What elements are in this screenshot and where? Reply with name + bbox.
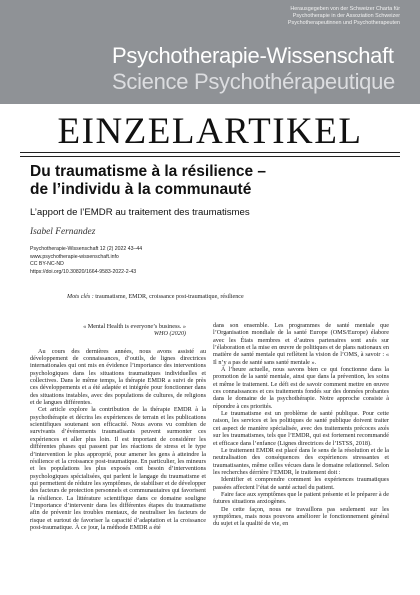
- website-link[interactable]: www.psychotherapie-wissenschaft.info: [30, 253, 119, 260]
- banner-rule-top: [20, 152, 400, 153]
- epigraph-text: « Mental Health is everyone’s business. »: [83, 323, 186, 330]
- body-paragraph: Au cours des dernières années, nous avons assisté au développement de connaissances, d’outils, de lignes directrices internationales qui ont mis en évidence l’importance des interventions psychologiques dans les situations traumatiques individuelles et collectives. Dans le même temps, la thérapie EMDR a suivi de près ces développements et a été adaptée et intégrée pour fonctionner dans des situations instables, avec des populations de cultures, de religions et de langues différentes.: [30, 347, 206, 407]
- publisher-note: [260, 6, 400, 28]
- body-paragraph: À l’heure actuelle, nous savons bien ce qui fonctionne dans la promotion de la santé mentale, ainsi que dans la prévention, les soins et même le traitement. Le défi est de savoir comment mettre en œuvre ces connaissances et ces traitements fondés sur des données probantes dans le domaine de la psychothérapie. Notre approche consiste à répondre à ces priorités.: [213, 366, 389, 410]
- body-paragraph: Le traumatisme est un problème de santé publique. Pour cette raison, les services et les politiques de santé publique doivent traiter cet aspect de manière spécialisée, avec des traitements précoces axés sur les traumatismes, tels que l’EMDR, qui est fortement recommandé et efficace dans l’enfance (Lignes directrices de l’ISTSS, 2018).: [213, 410, 389, 447]
- publisher-line: Psychotherapie in der Assoziation Schweizer: [292, 13, 400, 20]
- article-title-line: de l’individu à la communauté: [30, 181, 252, 198]
- body-paragraph: De cette façon, nous ne travaillons pas seulement sur les symptômes, mais nous pouvons améliorer le fonctionnement général du sujet et la qualité de vie, en: [213, 505, 389, 528]
- keywords-label: Mots clés :: [67, 294, 94, 300]
- doi-link[interactable]: https://doi.org/10.30820/1664-9583-2022-2-43: [30, 268, 137, 275]
- body-column-left: [30, 323, 206, 531]
- article-type-banner: EINZELARTIKEL: [57, 111, 363, 152]
- article-metadata: [30, 246, 142, 276]
- journal-title-de: Psychotherapie-Wissenschaft: [112, 43, 394, 68]
- publisher-line: Psychotherapeutinnen und Psychotherapeuten: [287, 20, 400, 27]
- keywords: [67, 293, 244, 301]
- article-title-line: Du traumatisme à la résilience –: [30, 163, 267, 180]
- journal-header: [0, 0, 420, 104]
- keywords-text: traumatisme, EMDR, croissance post-traumatique, résilience: [93, 294, 244, 300]
- banner-rule-bottom: [20, 156, 400, 157]
- epigraph: [30, 323, 206, 338]
- body-column-right: [213, 322, 389, 528]
- article-title: [30, 163, 390, 199]
- body-paragraph: Le traitement EMDR est placé dans le sens de la résolution et de la neutralisation des conséquences des expériences stressantes et traumatisantes, même celles vécues dans le domaine relationnel. Selon les recherches dérrière l’EMDR, le traitement doit :: [213, 446, 389, 476]
- body-paragraph: Faire face aux symptômes que le patient présente et le préparer à de futures situations anxiogènes.: [213, 490, 389, 506]
- body-paragraph: dans son ensemble. Les programmes de santé mentale que l’Organisation mondiale de la santé Europe (OMS/Europe) élabore avec les États membres et d’autres partenaires sont axés sur l’élaboration et la mise en œuvre de politiques et de plans nationaux en matière de santé mentale qui reflètent la vision de l’OMS, à savoir : « Il n’y a pas de santé sans santé mentale ».: [213, 322, 389, 366]
- article-subtitle: L’apport de l’EMDR au traitement des traumatismes: [30, 207, 250, 218]
- publisher-line: Herausgegeben von der Schweizer Charta für: [290, 6, 400, 12]
- epigraph-source: WHO (2020): [153, 330, 186, 338]
- article-author: Isabel Fernandez: [30, 227, 96, 237]
- citation-line: Psychotherapie-Wissenschaft 12 (2) 2022 43–44: [30, 246, 143, 252]
- journal-title-fr: Science Psychothérapeutique: [112, 69, 395, 94]
- body-paragraph: Cet article explore la contribution de la thérapie EMDR à la psychothérapie et décrira les expériences de terrain et les publications scientifiques soutenant son efficacité. Nous avons vu combien de survivants d’événements traumatisants peuvent surmonter ces expériences et aller plus loin. Il est important de considérer les différentes phases qui passent par les réactions de stress et le type d’intervention le plus approprié, pour amener les gens à atteindre la résilience et la croissance post-traumatique. En particulier, les mineurs et les populations les plus exposés ont besoin d’interventions psychologiques spécialisées, qui parlent le langage du traumatisme et qui permettent de réduire les symptômes, de stabiliser et de développer des facteurs de protection personnels et communautaires qui favorisent la résilience. La littérature scientifique dans ce domaine souligne l’importance d’intervenir dans les différentes étapes du traumatisme afin de prévenir les troubles mentaux, de neutraliser les facteurs de risque et surtout de favoriser la capacité d’adaptation et la croissance post-traumatique. À ce jour, la méthode EMDR a été: [30, 406, 206, 531]
- body-paragraph: Identifier et comprendre comment les expériences traumatiques passées affectent l’état de santé actuel du patient.: [213, 476, 389, 491]
- license-line: CC BY-NC-ND: [30, 261, 64, 268]
